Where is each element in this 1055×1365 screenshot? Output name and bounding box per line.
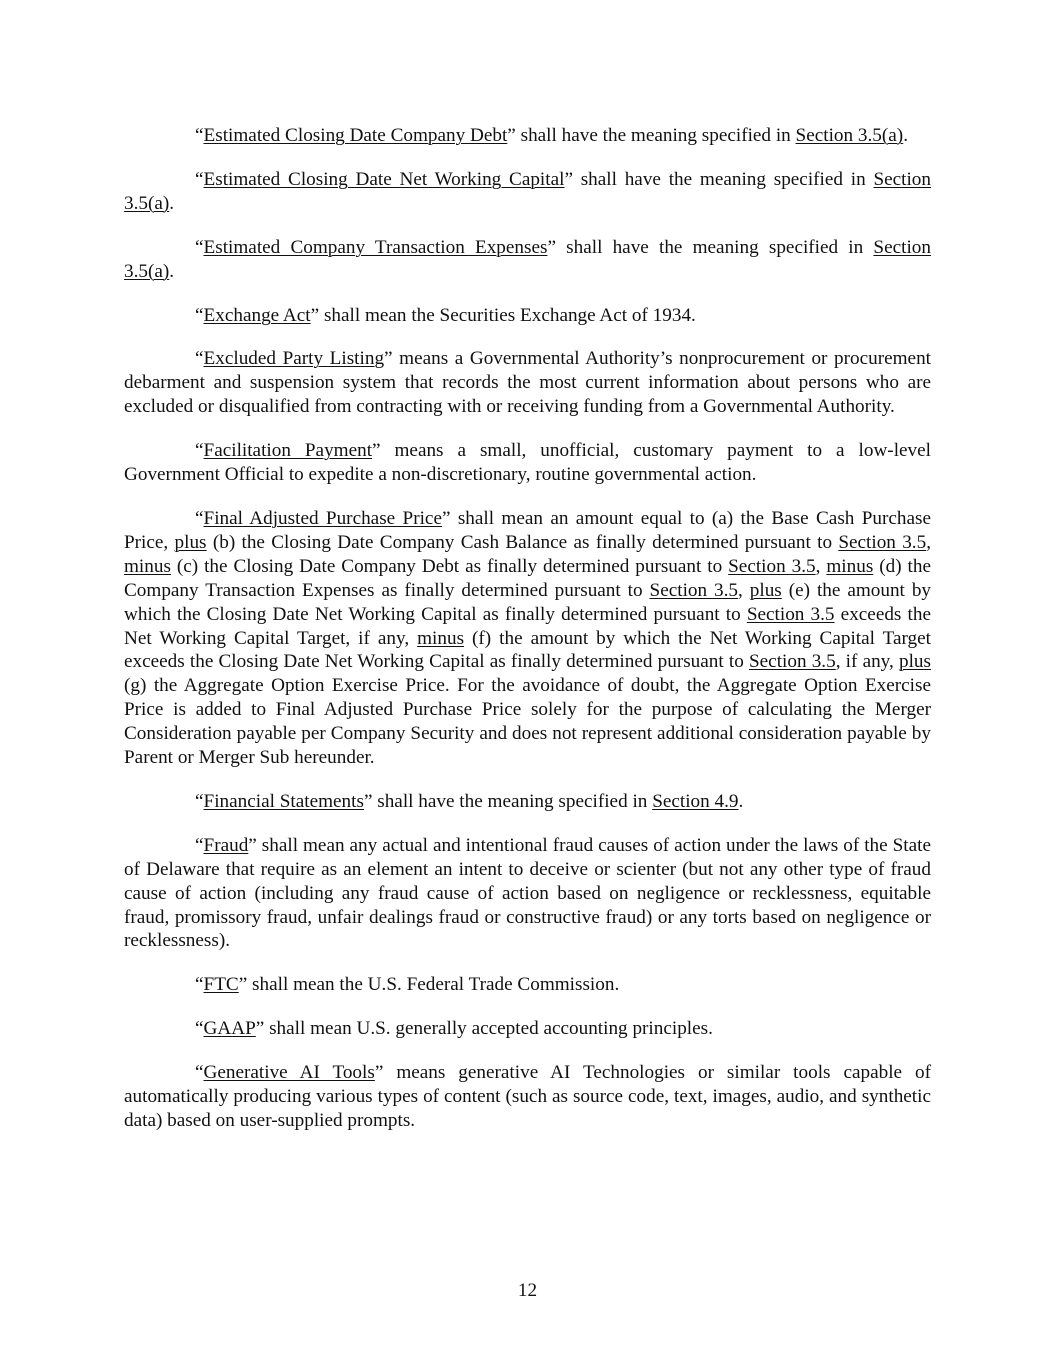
definition-text: (e) the amount by which the Closing Date Net Working Capital as finally determined pursuant to (124, 579, 932, 625)
definition-text: (g) the Aggregate Option Exercise Price. For the avoidance of doubt, the Aggregate Option Exercise Price is added to Final Adjusted Purchase Price solely for the purpose of calculating the Merger Consideration payable per Company Security and does not represent additional consideration payable by Parent or Merger Sub hereunder. (124, 675, 931, 769)
underlined-reference: Section 3.5 (746, 603, 835, 625)
definition-text: , (738, 579, 750, 601)
definition-text: (d) the Company Transaction Expenses as finally determined pursuant to (124, 555, 931, 601)
definition-text: ” shall have the meaning specified in (564, 168, 874, 190)
definition-text: ” shall have the meaning specified in (547, 236, 874, 258)
underlined-reference: Section 3.5(a) (795, 125, 904, 146)
definition-text: ” means a small, unofficial, customary payment to a low-level Government Official to expedite a non-discretionary, routine governmental action. (124, 440, 931, 486)
underlined-reference: Section 3.5(a) (124, 236, 931, 282)
definition-text: “ (195, 974, 204, 996)
underlined-reference: plus (899, 651, 931, 673)
definition-paragraph (124, 347, 931, 419)
definition-text: ” means generative AI Technologies or similar tools capable of automatically producing various types of content (such as source code, text, images, audio, and synthetic data) based on user-supplied prompts. (124, 1062, 931, 1131)
definition-text: “ (195, 790, 204, 812)
underlined-reference: Section 3.5 (838, 531, 927, 553)
definition-paragraph (124, 168, 931, 216)
definition-text: , (815, 555, 827, 577)
definition-text: ” shall have the meaning specified in (363, 790, 653, 812)
definition-paragraph (124, 834, 931, 954)
definition-text: . (169, 260, 175, 282)
underlined-reference: minus (417, 627, 465, 649)
underlined-reference: Section 3.5 (748, 651, 836, 673)
underlined-reference: plus (749, 579, 782, 601)
definition-text: . (738, 790, 744, 812)
definition-text: ” shall mean any actual and intentional fraud causes of action under the laws of the State of Delaware that require as an element an intent to deceive or scienter (but not any other type of fraud cause of action (including any fraud cause of action based on negligence or recklessness, equitable fraud, promissory fraud, unfair dealings fraud or constructive fraud) or any torts based on negligence or recklessness). (124, 834, 931, 952)
definition-text: “ (195, 1018, 204, 1040)
defined-term: Exchange Act (203, 304, 311, 326)
definition-text: “ (195, 440, 204, 462)
underlined-reference: plus (174, 531, 207, 553)
definition-text: “ (195, 125, 204, 146)
page-number: 12 (517, 1280, 538, 1301)
definition-text: ” shall mean U.S. generally accepted accounting principles. (255, 1018, 713, 1040)
underlined-reference: Section 3.5 (728, 555, 816, 577)
definition-text: “ (195, 348, 204, 370)
definition-paragraph (124, 973, 931, 997)
definition-text: exceeds the Net Working Capital Target, if any, (124, 603, 931, 649)
underlined-reference: Section 3.5(a) (124, 168, 931, 214)
definition-paragraph (124, 124, 931, 148)
definition-paragraph (124, 236, 931, 284)
defined-term: Estimated Company Transaction Expenses (203, 236, 548, 258)
definition-text: , if any, (835, 651, 899, 673)
definition-paragraph (124, 439, 931, 487)
definition-paragraph (124, 304, 931, 328)
defined-term: Facilitation Payment (203, 440, 373, 462)
definition-text: “ (195, 236, 204, 258)
defined-term: Estimated Closing Date Company Debt (203, 125, 508, 146)
defined-term: Generative AI Tools (203, 1062, 375, 1084)
definition-text: ” shall mean the Securities Exchange Act of 1934. (310, 304, 696, 326)
underlined-reference: minus (826, 555, 874, 577)
definition-text: “ (195, 507, 204, 529)
definition-text: “ (195, 1062, 204, 1084)
defined-term: Excluded Party Listing (203, 348, 385, 370)
definition-text: , (926, 531, 931, 553)
definition-text: (c) the Closing Date Company Debt as finally determined pursuant to (170, 555, 729, 577)
definition-paragraph (124, 790, 931, 814)
underlined-reference: Section 3.5 (649, 579, 739, 601)
definition-paragraph (124, 1061, 931, 1133)
defined-term: Estimated Closing Date Net Working Capital (203, 168, 565, 190)
definition-text: (b) the Closing Date Company Cash Balance as finally determined pursuant to (206, 531, 839, 553)
defined-term: Fraud (203, 834, 249, 856)
definition-text: ” shall mean the U.S. Federal Trade Commission. (238, 974, 620, 996)
defined-term: FTC (203, 974, 239, 996)
definition-text: (f) the amount by which the Net Working Capital Target exceeds the Closing Date Net Working Capital as finally determined pursuant to (124, 627, 931, 673)
definition-text: “ (195, 834, 204, 856)
definition-paragraph (124, 1017, 931, 1041)
definition-text: “ (195, 304, 204, 326)
definition-text: “ (195, 168, 204, 190)
definition-text: ” means a Governmental Authority’s nonprocurement or procurement debarment and suspension system that records the most current information about persons who are excluded or disqualified from contracting with or receiving funding from a Governmental Authority. (124, 348, 931, 418)
definition-text: . (903, 125, 908, 146)
definition-text: ” shall have the meaning specified in (507, 125, 796, 146)
defined-term: GAAP (203, 1018, 256, 1040)
underlined-reference: Section 4.9 (652, 790, 739, 812)
underlined-reference: minus (124, 555, 171, 577)
definition-text: . (169, 192, 175, 214)
defined-term: Financial Statements (203, 790, 364, 812)
definition-paragraph (124, 507, 931, 770)
defined-term: Final Adjusted Purchase Price (203, 507, 442, 529)
document-page-body (124, 124, 931, 1153)
definition-text: ” shall mean an amount equal to (a) the Base Cash Purchase Price, (124, 507, 932, 553)
